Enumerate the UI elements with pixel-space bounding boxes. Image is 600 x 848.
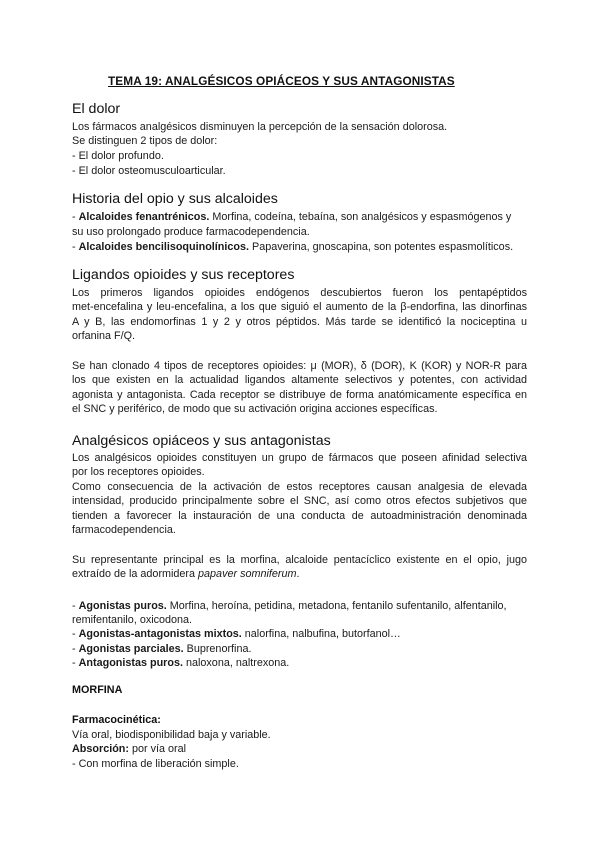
- section-heading-analgesicos: Analgésicos opiáceos y sus antagonistas: [72, 433, 331, 449]
- list-item-continuation: remifentanilo, oxicodona.: [72, 614, 193, 626]
- paragraph-line: tienden a favorecer la instauración de una conducta de autoadministración denominada: [72, 509, 527, 522]
- paragraph-line: farmacodependencia.: [72, 524, 176, 537]
- paragraph-line: [72, 567, 527, 581]
- list-item: - El dolor profundo.: [72, 150, 164, 162]
- paragraph-line: Se han clonado 4 tipos de receptores opioides: μ (MOR), δ (DOR), Κ (KOR) y NOR-R para: [72, 360, 527, 372]
- bullet-dash: -: [72, 241, 79, 253]
- item-text: Buprenorfina.: [183, 643, 252, 655]
- paragraph-line: Vía oral, biodisponibilidad baja y variable.: [72, 729, 271, 741]
- item-text: naloxona, naltrexona.: [183, 657, 290, 669]
- paragraph-line: por los receptores opioides.: [72, 466, 205, 479]
- paragraph-analgesicos-2: [72, 480, 527, 538]
- paragraph-ligandos-1: [72, 286, 527, 344]
- section-heading-morfina: MORFINA: [72, 684, 123, 696]
- paragraph-line: Su representante principal es la morfina, alcaloide pentacíclico existente en el opio, jugo: [72, 554, 527, 566]
- paragraph-line: Se distinguen 2 tipos de dolor:: [72, 135, 218, 147]
- bold-term: Alcaloides fenantrénicos.: [78, 211, 210, 223]
- item-text: Papaverina, gnoscapina, son potentes espasmolíticos.: [249, 241, 514, 253]
- section-heading-ligandos: Ligandos opioides y sus receptores: [72, 267, 295, 283]
- paragraph-line: agonista y antagonista. Cada receptor se distribuye de forma anatómicamente específica en: [72, 388, 527, 401]
- item-text: por vía oral: [128, 743, 186, 755]
- paragraph-line: Como consecuencia de la activación de estos receptores causan analgesia de elevada: [72, 481, 527, 493]
- bold-term: Agonistas-antagonistas mixtos.: [78, 628, 242, 640]
- list-item-continuation: su uso prolongado produce farmacodependencia.: [72, 226, 310, 238]
- text: .: [296, 568, 300, 581]
- paragraph-line: orfanina F/Q.: [72, 330, 136, 343]
- paragraph-line: Los analgésicos opioides constituyen un grupo de fármacos que poseen afinidad selectiva: [72, 452, 527, 464]
- bold-term: Alcaloides bencilisoquinolínicos.: [78, 241, 249, 253]
- paragraph-line: [72, 742, 186, 756]
- bold-term: Agonistas parciales.: [78, 643, 184, 655]
- bullet-dash: -: [72, 211, 79, 223]
- list-item: - El dolor osteomusculoarticular.: [72, 165, 226, 177]
- bold-term: Antagonistas puros.: [78, 657, 183, 669]
- page-title: TEMA 19: ANALGÉSICOS OPIÁCEOS Y SUS ANTAGONISTAS: [108, 74, 455, 88]
- paragraph-line: Los primeros ligandos opioides endógenos descubiertos fueron los pentapéptidos: [72, 287, 527, 299]
- paragraph-analgesicos-3: [72, 553, 527, 582]
- paragraph-line: Los fármacos analgésicos disminuyen la percepción de la sensación dolorosa.: [72, 121, 448, 133]
- text: extraído de la adormidera: [72, 568, 199, 581]
- list-item: - Con morfina de liberación simple.: [72, 758, 239, 770]
- list-item: [72, 627, 401, 641]
- bullet-dash: -: [72, 643, 79, 655]
- subheading-farmacocinetica: Farmacocinética:: [72, 714, 161, 726]
- paragraph-line: met-encefalina y leu-encefalina, a los que siguió el aumento de la β-endorfina, las dinorfinas: [72, 301, 527, 314]
- list-item: [72, 642, 251, 656]
- section-heading-dolor: El dolor: [72, 101, 121, 117]
- bold-term: Agonistas puros.: [78, 600, 167, 612]
- paragraph-line: los que existen en la actualidad ligandos altamente selectivos y potentes, con actividad: [72, 374, 527, 387]
- bold-term: Absorción:: [72, 743, 129, 755]
- paragraph-line: el SNC y periférico, de modo que su activación origina acciones específicas.: [72, 403, 438, 416]
- bullet-dash: -: [72, 600, 79, 612]
- list-item: [72, 599, 507, 613]
- list-item: [72, 210, 511, 224]
- item-text: Morfina, codeína, tebaína, son analgésicos y espasmógenos y: [209, 211, 512, 223]
- section-heading-historia: Historia del opio y sus alcaloides: [72, 191, 278, 207]
- item-text: nalorfina, nalbufina, butorfanol…: [241, 628, 401, 640]
- species-name: papaver somniferum: [198, 568, 297, 581]
- paragraph-analgesicos-1: [72, 451, 527, 480]
- paragraph-line: intensidad, producido principalmente sobre el SNC, así como otros efectos subjetivos que: [72, 495, 527, 508]
- paragraph-line: A y B, las endomorfinas 1 y 2 y otros péptidos. Más tarde se identificó la nociceptina u: [72, 315, 527, 328]
- list-item: [72, 656, 289, 670]
- bullet-dash: -: [72, 628, 79, 640]
- item-text: Morfina, heroína, petidina, metadona, fentanilo sufentanilo, alfentanilo,: [166, 600, 507, 612]
- list-item: [72, 240, 513, 254]
- paragraph-ligandos-2: [72, 359, 527, 417]
- bullet-dash: -: [72, 657, 79, 669]
